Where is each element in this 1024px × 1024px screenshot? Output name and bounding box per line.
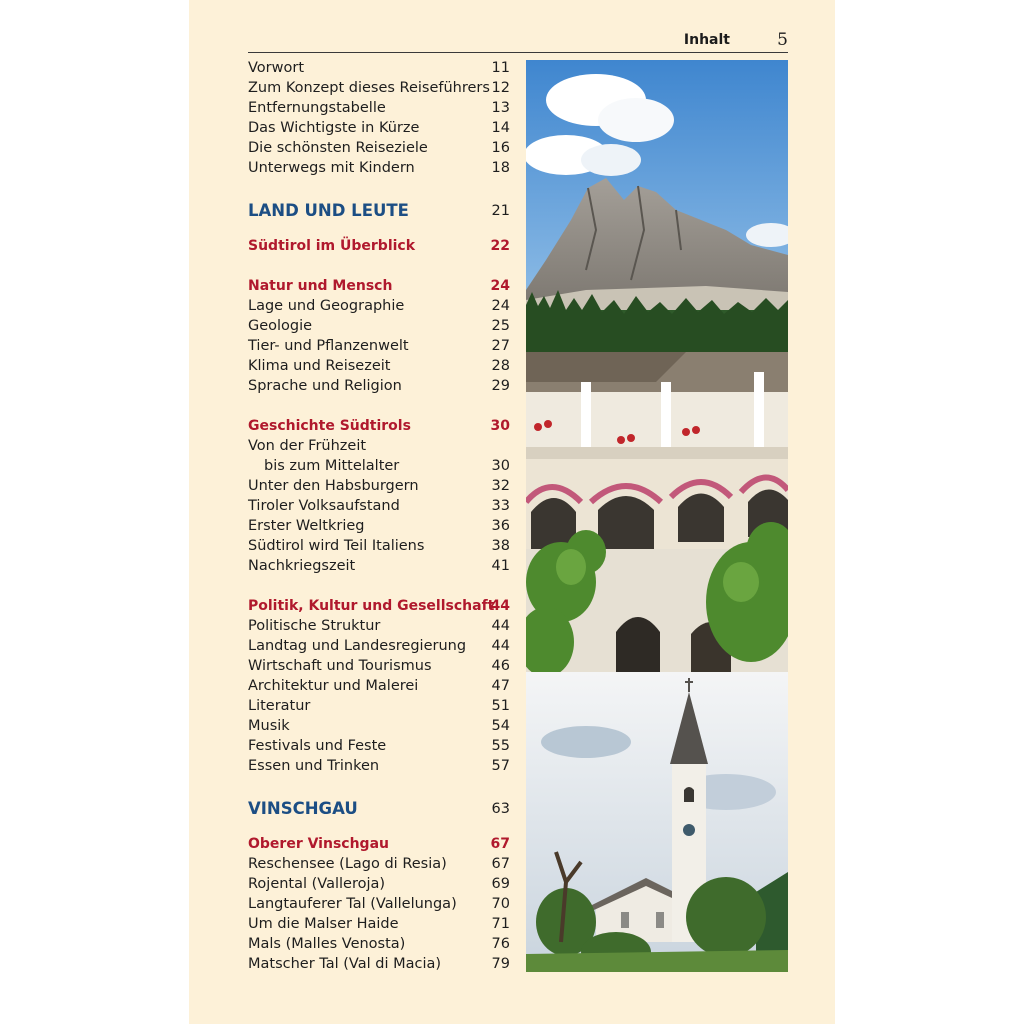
- toc-page-number: 27: [491, 338, 510, 354]
- toc-entry-row[interactable]: [248, 676, 510, 696]
- toc-page-number: 28: [491, 358, 510, 374]
- toc-label: Klima und Reisezeit: [248, 358, 391, 374]
- toc-section-row[interactable]: [248, 596, 510, 616]
- toc-label: Südtirol wird Teil Italiens: [248, 538, 425, 554]
- toc-spacer: [248, 776, 510, 796]
- toc-entry-row[interactable]: [248, 616, 510, 636]
- toc-entry-row[interactable]: [248, 556, 510, 576]
- toc-label: Politische Struktur: [248, 618, 381, 634]
- toc-spacer: [248, 576, 510, 596]
- toc-page-number: 55: [491, 738, 510, 754]
- toc-label: Vorwort: [248, 60, 305, 76]
- toc-label: Von der Frühzeit: [248, 438, 367, 454]
- toc-section-row[interactable]: [248, 236, 510, 256]
- toc-page-number: 22: [490, 238, 510, 254]
- toc-entry-row[interactable]: [248, 58, 510, 78]
- toc-page-number: 11: [491, 60, 510, 76]
- toc-entry-row[interactable]: [248, 516, 510, 536]
- toc-label: Tiroler Volksaufstand: [248, 498, 400, 514]
- toc-label: Zum Konzept dieses Reiseführers: [248, 80, 490, 96]
- toc-section-row[interactable]: [248, 834, 510, 854]
- toc-entry-row[interactable]: [248, 656, 510, 676]
- toc-entry-row[interactable]: [248, 854, 510, 874]
- toc-label: Mals (Malles Venosta): [248, 936, 406, 952]
- toc-page-number: 33: [491, 498, 510, 514]
- toc-page-number: 70: [491, 896, 510, 912]
- toc-label: Lage und Geographie: [248, 298, 405, 314]
- toc-page-number: 54: [491, 718, 510, 734]
- toc-label: Reschensee (Lago di Resia): [248, 856, 447, 872]
- toc-entry-row[interactable]: [248, 736, 510, 756]
- toc-page-number: 67: [491, 856, 510, 872]
- toc-page-number: 24: [491, 298, 510, 314]
- toc-page-number: 30: [490, 418, 510, 434]
- mountain-photo: [526, 60, 788, 352]
- toc-label: Architektur und Malerei: [248, 678, 419, 694]
- toc-label: Essen und Trinken: [248, 758, 380, 774]
- toc-entry-row[interactable]: [248, 874, 510, 894]
- toc-entry-row[interactable]: [248, 476, 510, 496]
- toc-label: Wirtschaft und Tourismus: [248, 658, 432, 674]
- header-title: Inhalt: [683, 32, 730, 48]
- toc-label: Landtag und Landesregierung: [248, 638, 467, 654]
- toc-page-number: 46: [491, 658, 510, 674]
- toc-entry-row[interactable]: [248, 356, 510, 376]
- toc-label: Das Wichtigste in Kürze: [248, 120, 420, 136]
- toc-chapter-row[interactable]: [248, 796, 510, 822]
- toc-spacer: [248, 396, 510, 416]
- page-number: 5: [777, 30, 788, 50]
- toc-label: LAND UND LEUTE: [248, 201, 409, 220]
- toc-page-number: 29: [491, 378, 510, 394]
- toc-label: Musik: [248, 718, 290, 734]
- toc-spacer: [248, 178, 510, 198]
- toc-label: Rojental (Valleroja): [248, 876, 386, 892]
- toc-page-number: 16: [491, 140, 510, 156]
- toc-label: VINSCHGAU: [248, 799, 358, 818]
- toc-label: Südtirol im Überblick: [248, 238, 416, 254]
- toc-entry-row[interactable]: [248, 316, 510, 336]
- toc-label: Politik, Kultur und Gesellschaft: [248, 598, 495, 614]
- toc-label: Tier- und Pflanzenwelt: [248, 338, 409, 354]
- toc-page-number: 25: [491, 318, 510, 334]
- toc-spacer: [248, 224, 510, 236]
- toc-page-number: 32: [491, 478, 510, 494]
- toc-entry-row[interactable]: [248, 78, 510, 98]
- toc-entry-row[interactable]: [248, 376, 510, 396]
- toc-entry-row[interactable]: [248, 636, 510, 656]
- toc-section-row[interactable]: [248, 416, 510, 436]
- toc-entry-row[interactable]: [248, 954, 510, 974]
- toc-entry-row[interactable]: [248, 536, 510, 556]
- toc-label: Geologie: [248, 318, 313, 334]
- toc-label: Geschichte Südtirols: [248, 418, 411, 434]
- toc-page-number: 36: [491, 518, 510, 534]
- toc-page-number: 21: [491, 203, 510, 219]
- toc-page-number: 47: [491, 678, 510, 694]
- toc-page-number: 44: [490, 598, 510, 614]
- toc-spacer: [248, 822, 510, 834]
- toc-page-number: 51: [491, 698, 510, 714]
- toc-label: Erster Weltkrieg: [248, 518, 365, 534]
- toc-label: Natur und Mensch: [248, 278, 393, 294]
- toc-label: Unterwegs mit Kindern: [248, 160, 415, 176]
- toc-page-number: 18: [491, 160, 510, 176]
- toc-page-number: 63: [491, 801, 510, 817]
- toc-entry-row[interactable]: [248, 158, 510, 178]
- toc-entry-row[interactable]: [248, 118, 510, 138]
- toc-page-number: 57: [491, 758, 510, 774]
- toc-label: Sprache und Religion: [248, 378, 402, 394]
- church-photo: [526, 672, 788, 972]
- toc-label: Matscher Tal (Val di Macia): [248, 956, 442, 972]
- toc-entry-row[interactable]: [248, 138, 510, 158]
- toc-label: Entfernungstabelle: [248, 100, 386, 116]
- toc-entry-row[interactable]: [248, 914, 510, 934]
- toc-spacer: [248, 256, 510, 276]
- toc-entry-row[interactable]: [248, 436, 510, 456]
- toc-page-number: 41: [491, 558, 510, 574]
- toc-page-number: 24: [490, 278, 510, 294]
- toc-label: Festivals und Feste: [248, 738, 387, 754]
- toc-page-number: 44: [491, 638, 510, 654]
- book-page: [189, 0, 835, 1024]
- toc-entry-row[interactable]: [248, 496, 510, 516]
- toc-entry-row[interactable]: [248, 934, 510, 954]
- toc-entry-row[interactable]: [248, 756, 510, 776]
- toc-label: Um die Malser Haide: [248, 916, 399, 932]
- toc-entry-row[interactable]: [248, 98, 510, 118]
- toc-label: Die schönsten Reiseziele: [248, 140, 428, 156]
- toc-section-row[interactable]: [248, 276, 510, 296]
- page-header: [248, 30, 788, 53]
- toc-page-number: 38: [491, 538, 510, 554]
- toc-entry-row[interactable]: [248, 296, 510, 316]
- courtyard-photo: [526, 352, 788, 672]
- toc-entry-row[interactable]: [248, 716, 510, 736]
- toc-entry-row[interactable]: [248, 336, 510, 356]
- toc-page-number: 14: [491, 120, 510, 136]
- toc-page-number: 30: [491, 458, 510, 474]
- toc-chapter-row[interactable]: [248, 198, 510, 224]
- toc-page-number: 71: [491, 916, 510, 932]
- toc-page-number: 69: [491, 876, 510, 892]
- toc-label: bis zum Mittelalter: [264, 458, 400, 474]
- toc-indent-row[interactable]: [248, 456, 510, 476]
- toc-label: Langtauferer Tal (Vallelunga): [248, 896, 457, 912]
- toc-label: Unter den Habsburgern: [248, 478, 419, 494]
- toc-page-number: 13: [491, 100, 510, 116]
- toc-page-number: 44: [491, 618, 510, 634]
- toc-label: Oberer Vinschgau: [248, 836, 389, 852]
- toc-label: Nachkriegszeit: [248, 558, 356, 574]
- toc-page-number: 67: [490, 836, 510, 852]
- toc-page-number: 79: [491, 956, 510, 972]
- photo-strip: [526, 60, 788, 972]
- toc-page-number: 76: [491, 936, 510, 952]
- toc-entry-row[interactable]: [248, 894, 510, 914]
- table-of-contents: [248, 58, 510, 974]
- toc-page-number: 12: [491, 80, 510, 96]
- toc-entry-row[interactable]: [248, 696, 510, 716]
- toc-label: Literatur: [248, 698, 311, 714]
